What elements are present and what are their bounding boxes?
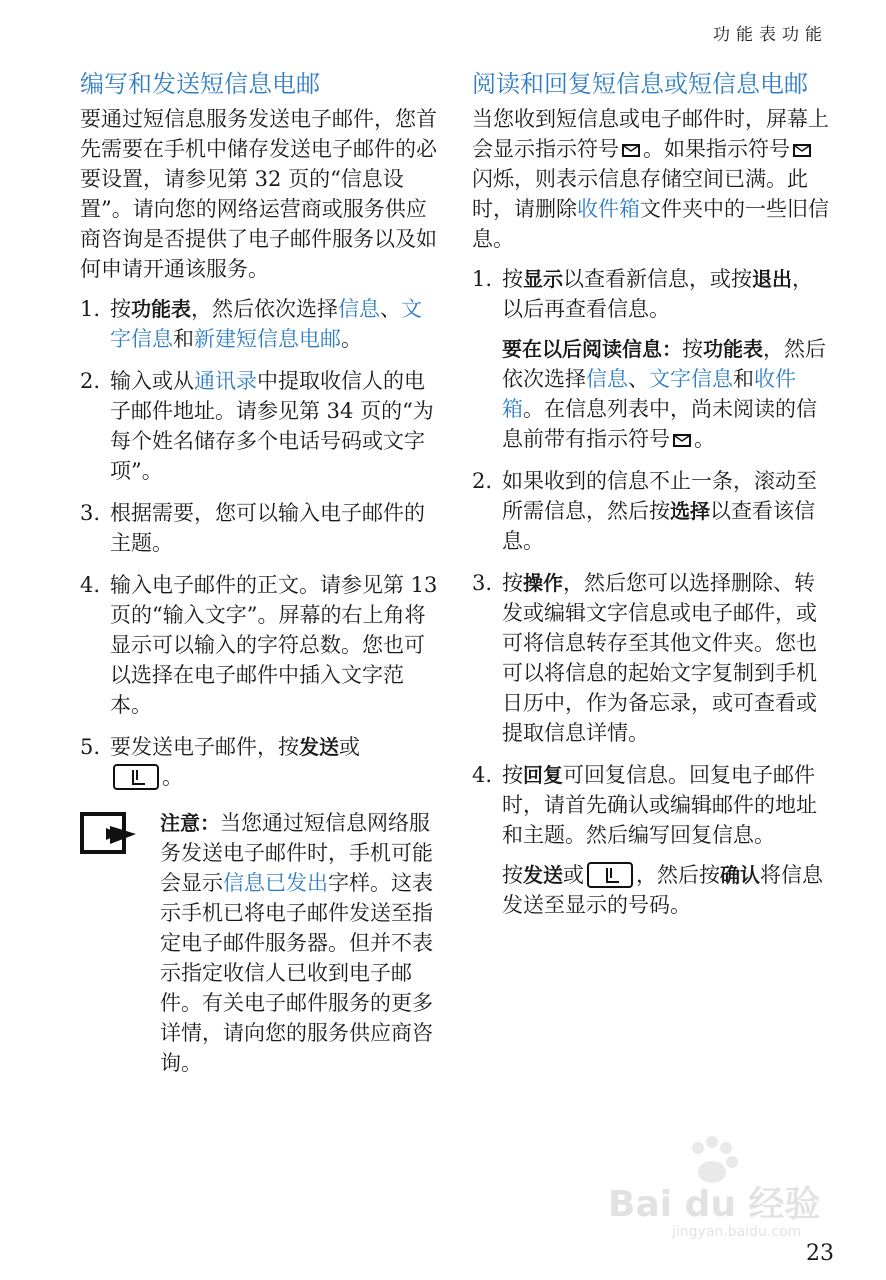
step-text: 按 [682, 337, 703, 361]
softkey-label: 发送 [523, 863, 563, 887]
sub-paragraph [502, 334, 832, 454]
step-number: 2. [80, 369, 101, 393]
step-text: 和 [733, 367, 754, 391]
left-column [80, 68, 440, 1078]
list-item [472, 760, 832, 920]
step-text: 按 [110, 297, 131, 321]
step-text: 将信息发送至显示的号码。 [502, 863, 823, 917]
sub-paragraph [502, 860, 832, 920]
step-text: 以查看该信息。 [502, 499, 815, 553]
step-text: ，然后按 [636, 863, 720, 887]
step-text: ，以后再查看信息。 [502, 267, 813, 321]
list-item [80, 498, 440, 558]
note-text-part: 当您通过短信息网络服务发送电子邮件时，手机可能会显示 [160, 811, 433, 895]
softkey-label: 发送 [299, 735, 339, 759]
list-item [80, 366, 440, 486]
sub-heading: 要在以后阅读信息： [502, 337, 682, 361]
softkey-label: 回复 [523, 763, 563, 787]
menu-link: 信息 [338, 297, 380, 321]
menu-link: 新建短信息电邮 [194, 327, 341, 351]
note-text-part: 字样。这表示手机已将电子邮件发送至指定电子邮件服务器。但并不表示指定收信人已收到电子邮件。有关电子邮件服务的更多详情，请向您的服务供应商咨询。 [160, 871, 433, 1075]
menu-link: 通讯录 [194, 369, 257, 393]
step-text: 和 [173, 327, 194, 351]
softkey-label: 功能表 [131, 297, 191, 321]
menu-link: 文字信息 [649, 367, 733, 391]
step-number: 3. [472, 571, 493, 595]
list-item [80, 732, 440, 792]
step-text: 按 [502, 763, 523, 787]
step-text: 可回复信息。回复电子邮件时，请首先确认或编辑邮件的地址和主题。然后编写回复信息。 [502, 763, 817, 847]
menu-link: 文字信息 [110, 297, 422, 351]
step-number: 3. [80, 501, 101, 525]
right-column [472, 68, 832, 932]
note-icon [80, 812, 138, 856]
baidu-watermark [602, 1130, 822, 1240]
step-text: 根据需要，您可以输入电子邮件的主题。 [110, 501, 425, 555]
step-number: 4. [472, 763, 493, 787]
step-text: 、 [628, 367, 649, 391]
step-text: 要发送电子邮件，按 [110, 735, 299, 759]
intro-text: 文件夹中的一些旧信息。 [472, 197, 829, 251]
compose-steps [80, 294, 440, 792]
step-number: 4. [80, 573, 101, 597]
intro-paragraph [472, 104, 832, 254]
softkey-label: 显示 [523, 267, 563, 291]
step-text: ，然后依次选择 [502, 337, 826, 391]
step-number: 5. [80, 735, 101, 759]
section-title-read-reply: 阅读和回复短信息或短信息电邮 [472, 70, 808, 98]
call-key-icon [113, 764, 159, 790]
intro-text: 闪烁，则表示信息存储空间已满。此时，请删除 [472, 167, 808, 221]
running-header: 功能表功能 [713, 25, 828, 45]
step-text: ，然后您可以选择删除、转发或编辑文字信息或电子邮件，或可将信息转存至其他文件夹。您也可以将信息的起始文字复制到手机日历中，作为备忘录，或可查看或提取信息详情。 [502, 571, 817, 745]
step-text: 。 [341, 327, 362, 351]
softkey-label: 操作 [523, 571, 563, 595]
softkey-label: 选择 [670, 499, 710, 523]
step-text: 。在信息列表中，尚未阅读的信息前带有指示符号 [502, 397, 817, 451]
step-text: 中提取收信人的电子邮件地址。请参见第 34 页的“为每个姓名储存多个电话号码或文字项”。 [110, 369, 434, 483]
call-key-icon [587, 862, 633, 888]
menu-link: 收件箱 [502, 367, 796, 421]
intro-text: 当您收到短信息或电子邮件时，屏幕上会显示指示符号 [472, 107, 829, 161]
menu-link: 收件箱 [577, 197, 640, 221]
menu-link: 信息已发出 [223, 871, 328, 895]
step-text: 以查看新信息，或按 [563, 267, 752, 291]
step-text: 按 [502, 267, 523, 291]
step-text: 按 [502, 863, 523, 887]
read-reply-steps [472, 264, 832, 920]
list-item [472, 466, 832, 556]
list-item [472, 264, 832, 454]
step-text: 或 [339, 735, 360, 759]
softkey-label: 确认 [720, 863, 760, 887]
intro-paragraph: 要通过短信息服务发送电子邮件，您首先需要在手机中储存发送电子邮件的必要设置，请参见第 32 页的“信息设置”。请向您的网络运营商或服务供应商咨询是否提供了电子邮件服务以及如何申请开通该服务。 [80, 107, 437, 281]
watermark-url: jingyan.baidu.com [672, 1224, 802, 1240]
list-item [80, 294, 440, 354]
note-label: 注意： [160, 811, 220, 835]
step-number: 1. [80, 297, 101, 321]
step-text: 输入电子邮件的正文。请参见第 13 页的“输入文字”。屏幕的右上角将显示可以输入的字符总数。您也可以选择在电子邮件中插入文字范本。 [110, 573, 438, 717]
note-text [160, 808, 440, 1078]
step-text: 。 [162, 765, 183, 789]
envelope-icon [622, 144, 640, 157]
menu-link: 信息 [586, 367, 628, 391]
envelope-icon [793, 144, 811, 157]
step-text: 。 [694, 427, 715, 451]
softkey-label: 功能表 [703, 337, 763, 361]
section-title-compose: 编写和发送短信息电邮 [80, 70, 320, 98]
step-number: 2. [472, 469, 493, 493]
step-number: 1. [472, 267, 493, 291]
step-text: 如果收到的信息不止一条，滚动至所需信息，然后按 [502, 469, 817, 523]
list-item [80, 570, 440, 720]
list-item [472, 568, 832, 748]
unread-envelope-icon [673, 434, 691, 447]
note-block [80, 808, 440, 1078]
page-number: 23 [806, 1241, 834, 1266]
step-text: 或 [563, 863, 584, 887]
step-text: ，然后依次选择 [191, 297, 338, 321]
step-text: 、 [380, 297, 401, 321]
softkey-label: 退出 [752, 267, 792, 291]
step-text: 按 [502, 571, 523, 595]
step-text: 输入或从 [110, 369, 194, 393]
watermark-brand: Bai du 经验 [608, 1184, 821, 1225]
intro-text: 。如果指示符号 [643, 137, 790, 161]
